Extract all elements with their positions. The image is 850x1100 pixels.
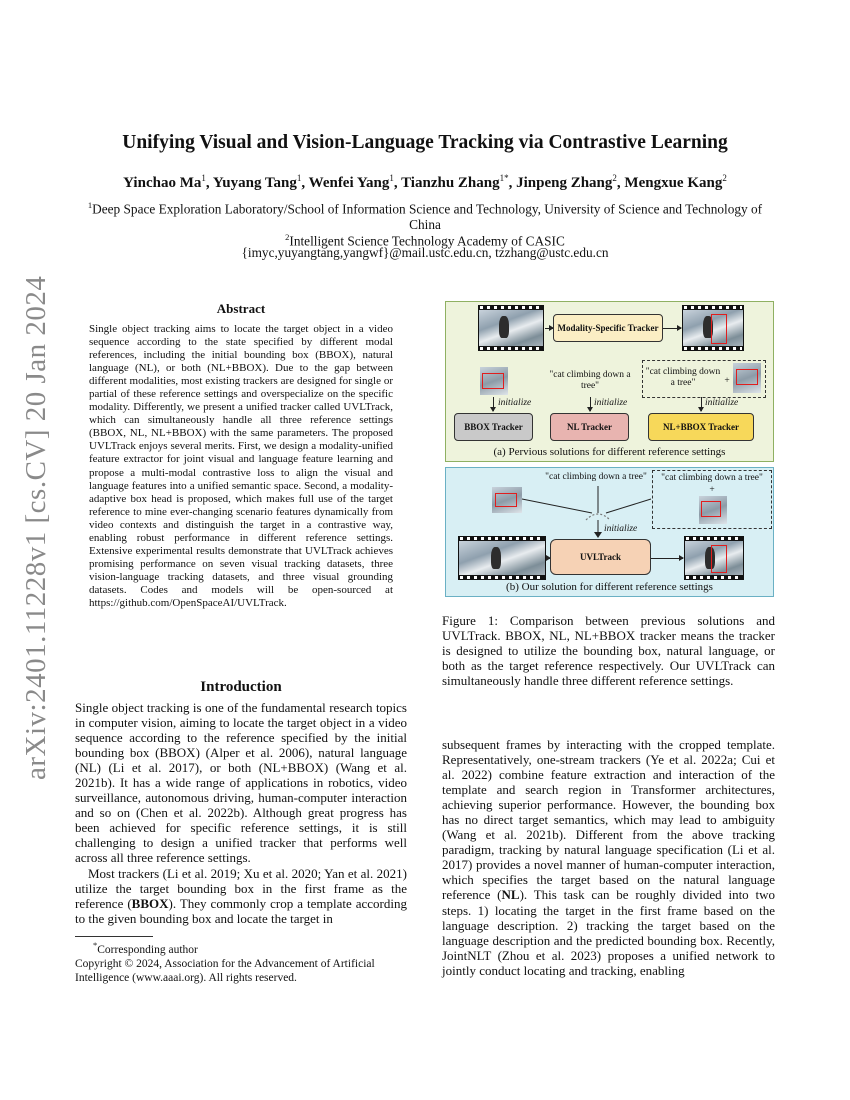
language-reference: "cat climbing down a tree" [645,367,721,388]
connector-line [606,499,651,513]
right-column-text [442,737,775,978]
affiliation-text: Intelligent Science Technology Academy of CASIC [289,233,565,249]
footnote-divider [75,936,153,937]
panel-b-caption: (b) Our solution for different reference settings [506,581,713,593]
author-name: Tianzhu Zhang [401,175,500,191]
author-name: Wenfei Yang [308,175,390,191]
text-run: ). This task can be roughly divided into two steps. 1) locating the target in the first frame based on the language description. 2) tracking the target based on the language description and the predicted bounding box. Recently, JointNLT (Zhou et al. 2023) proposes a unified network to jointly conduct locating and tracking, enabling [442,887,775,978]
author-sup: 1 [201,173,206,183]
cat-silhouette [491,547,501,569]
arrow [590,397,591,411]
author-sup: 1 [296,173,302,183]
target-bounding-box [701,501,721,517]
output-video-filmstrip [682,305,744,351]
reference-image [733,363,761,393]
arrowhead [594,532,602,538]
initialize-label: initialize [498,398,532,408]
language-reference: "cat climbing down a tree" [545,472,647,482]
author-emails: {imyc,yuyangtang,yangwf}@mail.ustc.edu.cn, tzzhang@ustc.edu.cn [241,245,609,260]
affiliation-sup: 2 [285,232,290,242]
video-frame [683,310,743,346]
video-frame [685,541,743,575]
plus-sign: + [709,485,715,495]
paragraph: Single object tracking is one of the fundamental research topics in computer vision, aiming to locate the target object in a video sequence according to the reference specified by the initial bounding box (BBOX) (Alper et al. 2006), natural language (NL) (Li et al. 2017), or both (NL+BBOX) (Wang et al. 2021b). It has a wide range of applications in robotics, video surveillance, autonomous driving, human-computer interaction and so on (Chen et al. 2022b). Although great progress has been achieved for specific reference settings, it is still challenging to design a unified tracker that performs well across all three reference settings. [75,700,407,866]
author-sup: 2 [612,173,617,183]
video-frame [459,541,545,575]
reference-image [492,487,522,513]
video-frame [479,310,543,346]
switch-arc [586,514,610,520]
panel-a-caption: (a) Pervious solutions for different reference settings [493,446,726,458]
uvltrack-box: UVLTrack [550,539,651,575]
connector-line [522,499,592,513]
output-video-filmstrip [684,536,744,580]
introduction-text [75,700,407,926]
arrow [663,328,681,329]
arrow [651,558,683,559]
input-video-filmstrip [458,536,546,580]
affiliation-sup: 1 [87,200,93,210]
author-name: Yuyang Tang [212,175,297,191]
input-video-filmstrip [478,305,544,351]
target-bounding-box [711,545,727,573]
arrow [493,397,494,411]
copyright-notice: Copyright © 2024, Association for the Advancement of Artificial Intelligence (www.aaai.org). All rights reserved. [75,957,375,984]
author-list: Yinchao Ma$^1$, Yuyang Tang$^1$, Wenfei Yang$^1$, Tianzhu Zhang$^{1*}$, Jinpeng Zhang$^2$, Mengxue Kang$^2$ [123,173,727,191]
initialize-label: initialize [705,398,739,408]
target-bounding-box [495,493,517,507]
abstract-heading: Abstract [216,301,266,316]
footnote [75,938,407,985]
footnote-mark: * [93,940,98,950]
affiliation-1 [75,197,775,233]
modality-specific-tracker-box: Modality-Specific Tracker [553,314,663,342]
plus-sign: + [724,376,730,386]
paper-title: Unifying Visual and Vision-Language Tracking via Contrastive Learning [122,132,728,153]
initialize-label: initialize [594,398,628,408]
paragraph [75,866,407,926]
bold-term: BBOX [131,895,169,911]
figure-panel-b [445,467,774,597]
target-bounding-box [482,373,504,389]
text-run: subsequent frames by interacting with the cropped template. Representatively, one-stream trackers (Ye et al. 2022a; Cui et al. 2022) combine feature extraction and interaction of the template and search region in Transformer architectures, achieving superior performance. However, the bounding box has no direct target semantics, which may lead to ambiguity (Wang et al. 2021b). Different from the above tracking paradigm, tracking by natural language specification (Li et al. 2017) provides a novel manner of human-computer interaction, which specifies the target based on the natural language reference ( [442,737,775,903]
nl-bbox-tracker-box: NL+BBOX Tracker [648,413,754,441]
arrow [545,328,553,329]
corresponding-author-note [75,938,407,957]
author-name: Mengxue Kang [624,175,723,191]
figure-panel-a [445,301,774,462]
author-sup: 1* [499,173,509,183]
text-run: Most trackers (Li et al. 2019; Xu et al. 2020; Yan et al. 2021) utilize the target bounding box in the first frame as the reference ( [75,865,407,911]
language-reference: "cat climbing down a tree" [661,473,763,483]
arxiv-identifier: arXiv:2401.11228v1 [cs.CV] 20 Jan 2024 [20,275,52,780]
reference-image [480,367,508,395]
paragraph [442,737,775,978]
affiliation-text: Deep Space Exploration Laboratory/School of Information Science and Technology, University of Science and Technology of China [92,201,763,233]
target-bounding-box [736,369,758,385]
text-run: ). They commonly crop a template according to the given bounding box and locate the target in [75,895,408,926]
arrow [701,397,702,411]
initialize-label: initialize [604,524,638,534]
bbox-tracker-box: BBOX Tracker [454,413,533,441]
nl-tracker-box: NL Tracker [550,413,629,441]
footnote-text: Corresponding author [97,943,198,956]
reference-image [699,496,727,524]
introduction-heading: Introduction [200,679,282,695]
figure-caption: Figure 1: Comparison between previous solutions and UVLTrack. BBOX, NL, NL+BBOX tracker means the tracker is designed to utilize the bounding box, natural language, or both as the target reference respectively. Our UVLTrack can simultaneously handle three different reference settings. [442,613,775,689]
author-name: Yinchao Ma [123,175,202,191]
author-name: Jinpeng Zhang [516,175,613,191]
author-sup: 1 [389,173,394,183]
cat-silhouette [499,316,509,338]
abstract-text: Single object tracking aims to locate the target object in a video sequence according to the state specified by different modal references, including the initial bounding box (BBOX), natural language (NL), or both (NL+BBOX). Due to the gap between different modalities, most existing trackers are designed for single or partial of these reference settings and overspecialize on the specific modality. Differently, we present a unified tracker called UVLTrack, which can simultaneously handle all three reference settings (BBOX, NL, NL+BBOX) with the same parameters. The proposed UVLTrack enjoys several merits. First, we design a modality-unified feature extractor for joint visual and language feature learning and propose a multi-modal contrastive loss to align the visual and language features into a unified semantic space. Second, a modality-adaptive box head is proposed, which makes full use of the target reference to mine ever-changing scenario features dynamically from video contexts and distinguish the target in a contrastive way, enabling robust performance in different reference settings. Extensive experimental results demonstrate that UVLTrack achieves promising performance on seven visual tracking datasets, three vision-language tracking datasets, and three visual grounding datasets. Codes and models will be open-sourced at https://github.com/OpenSpaceAI/UVLTrack. [89,323,393,609]
author-sup: 2 [722,173,727,183]
language-reference: "cat climbing down a tree" [549,370,631,391]
target-bounding-box [711,314,727,344]
bold-term: NL [501,887,520,903]
